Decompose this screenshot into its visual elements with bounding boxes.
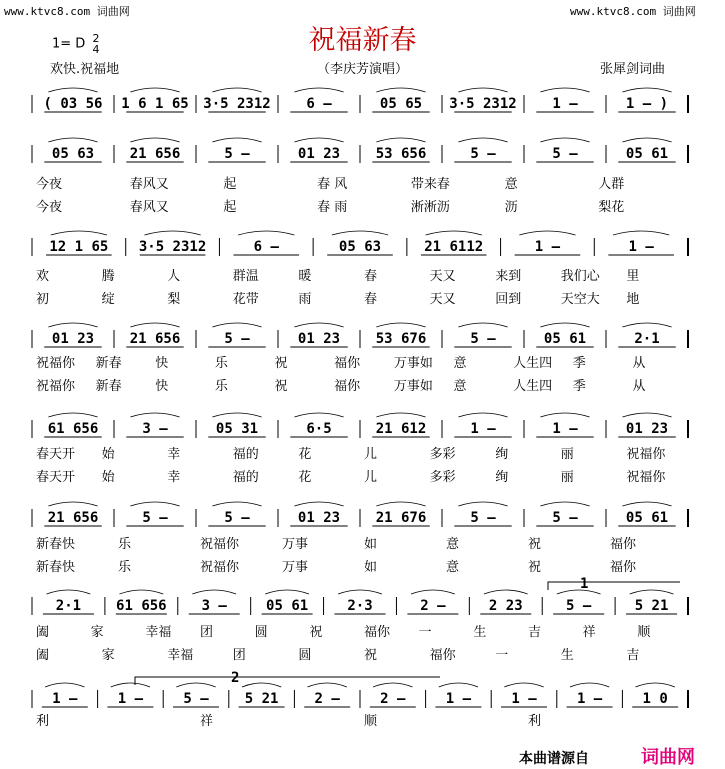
lyric-word: 幸福 xyxy=(145,625,172,640)
slur xyxy=(411,590,455,594)
measure-notes: 2·3 xyxy=(347,598,373,614)
measure-notes: 1 – xyxy=(552,96,578,112)
lyric-word: 回到 xyxy=(495,292,522,307)
lyric-word: 从 xyxy=(632,356,646,371)
lyric-word: 花带 xyxy=(232,292,259,307)
ending-label-2: 2 xyxy=(231,670,240,686)
slur xyxy=(294,502,343,506)
lyric-word: 祝福你 xyxy=(200,560,240,575)
measure-notes: 21 676 xyxy=(375,510,427,526)
slur xyxy=(130,413,179,417)
slur xyxy=(540,88,589,92)
measure-notes: 1 – xyxy=(576,691,603,707)
lyric-word: 乐 xyxy=(118,560,132,575)
measure-notes: 5 – xyxy=(142,510,168,526)
lyric-word: 意 xyxy=(504,177,518,192)
measure-notes: 21 612 xyxy=(375,421,427,437)
measure-notes: 5 – xyxy=(224,146,250,162)
measure-notes: 21 656 xyxy=(129,146,181,162)
lyric-word: 花 xyxy=(298,470,312,485)
lyric-word: 圆 xyxy=(298,648,312,663)
slur xyxy=(212,413,261,417)
lyric-word: 祝福你 xyxy=(200,537,240,552)
lyric-word: 顺 xyxy=(637,625,651,640)
lyric-word: 起 xyxy=(223,177,237,192)
measure-notes: 1 6 1 65 xyxy=(121,96,189,112)
measure-notes: 53 656 xyxy=(375,146,427,162)
measure-notes: 5 21 xyxy=(244,691,279,707)
measure-notes: 1 – xyxy=(534,239,561,255)
lyric-word: 人生四 xyxy=(513,356,553,371)
measure-notes: 53 676 xyxy=(375,331,427,347)
measure-notes: 5 21 xyxy=(634,598,669,614)
slur xyxy=(144,231,200,235)
measure-notes: 61 656 xyxy=(116,598,167,614)
measure-notes: 5 – xyxy=(552,146,578,162)
lyric-word: 春 xyxy=(364,292,378,307)
lyric-word: 阖 xyxy=(36,648,50,663)
measure-notes: 5 – xyxy=(470,331,496,347)
slur xyxy=(613,231,669,235)
lyric-word: 始 xyxy=(101,447,115,462)
lyric-word: 万事如 xyxy=(393,356,433,371)
measure-notes: 5 – xyxy=(183,691,209,707)
measure-notes: 2·1 xyxy=(55,598,82,614)
slur xyxy=(308,683,347,687)
lyric-word: 从 xyxy=(632,379,646,394)
slur xyxy=(376,502,425,506)
measure-notes: 1 – xyxy=(117,691,144,707)
song-title: 祝福新春 xyxy=(308,25,417,56)
lyric-word: 福的 xyxy=(232,470,259,485)
footer-logo: 词曲网 xyxy=(641,747,695,768)
time-signature-bottom: 4 xyxy=(92,43,100,56)
lyric-word: 顺 xyxy=(364,714,378,729)
lyric-word: 淅淅沥 xyxy=(410,200,450,215)
lyric-word: 人群 xyxy=(598,177,625,192)
lyric-word: 祥 xyxy=(582,625,596,640)
lyric-word: 起 xyxy=(223,200,237,215)
slur xyxy=(51,231,107,235)
lyric-word: 丽 xyxy=(560,470,574,485)
lyric-word: 家 xyxy=(101,648,115,663)
lyric-word: 春 风 xyxy=(317,177,348,192)
slur xyxy=(504,683,543,687)
lyric-word: 沥 xyxy=(504,200,518,215)
lyric-word: 乐 xyxy=(214,356,228,371)
watermark-left: www.ktvc8.com 词曲网 xyxy=(4,5,130,18)
slur xyxy=(622,323,671,327)
lyric-word: 吉 xyxy=(626,648,640,663)
lyric-word: 新春快 xyxy=(36,560,76,575)
measure-notes: 2 – xyxy=(314,691,340,707)
key-label: 1= D xyxy=(52,36,86,52)
lyric-word: 新春 xyxy=(95,356,122,371)
measure-notes: 2 23 xyxy=(488,598,523,614)
slur xyxy=(439,683,478,687)
ending-bracket-1 xyxy=(548,582,680,590)
slur xyxy=(294,88,343,92)
measure-notes: 21 6112 xyxy=(424,239,484,255)
lyric-word: 团 xyxy=(232,648,246,663)
footer-source: 本曲谱源自 xyxy=(519,751,589,767)
measure-notes: 1 – xyxy=(470,421,496,437)
measure-notes: 1 0 xyxy=(642,691,668,707)
slur xyxy=(540,323,589,327)
slur xyxy=(458,502,507,506)
measure-notes: 6 – xyxy=(306,96,332,112)
lyric-word: 今夜 xyxy=(36,177,63,192)
slur xyxy=(458,138,507,142)
measure-notes: 05 61 xyxy=(625,510,669,526)
lyric-word: 祝 xyxy=(528,537,542,552)
lyric-word: 今夜 xyxy=(36,200,63,215)
lyric-word: 腾 xyxy=(101,269,115,284)
slur xyxy=(47,590,91,594)
slur xyxy=(48,138,97,142)
slur xyxy=(294,413,343,417)
lyric-word: 意 xyxy=(446,560,460,575)
slur xyxy=(212,502,261,506)
lyric-word: 幸 xyxy=(167,470,181,485)
measure-notes: 6 – xyxy=(253,239,279,255)
lyric-word: 绚 xyxy=(495,447,509,462)
lyric-word: 乐 xyxy=(214,379,228,394)
slur xyxy=(130,138,179,142)
measure-notes: 3·5 2312 xyxy=(449,96,517,112)
lyric-word: 祝 xyxy=(274,356,288,371)
lyric-word: 祝 xyxy=(274,379,288,394)
slur xyxy=(458,413,507,417)
lyric-word: 多彩 xyxy=(429,447,456,462)
measure-notes: 2 – xyxy=(420,598,446,614)
lyric-word: 梨花 xyxy=(598,200,625,215)
slur xyxy=(338,590,382,594)
measure-notes: 05 61 xyxy=(543,331,587,347)
lyric-word: 春 雨 xyxy=(317,200,348,215)
measure-notes: 3 – xyxy=(142,421,168,437)
slur xyxy=(622,138,671,142)
measure-notes: 6·5 xyxy=(306,421,332,437)
slur xyxy=(540,502,589,506)
slur xyxy=(265,590,309,594)
lyric-word: 天又 xyxy=(429,269,456,284)
slur xyxy=(294,138,343,142)
lyric-word: 春天开 xyxy=(36,447,76,462)
slur xyxy=(376,138,425,142)
lyric-word: 生 xyxy=(560,648,574,663)
lyric-word: 多彩 xyxy=(429,470,456,485)
measure-notes: 01 23 xyxy=(297,510,341,526)
lyric-word: 吉 xyxy=(528,625,542,640)
measure-notes: 3 – xyxy=(201,598,227,614)
lyric-word: 福你 xyxy=(610,537,637,552)
lyric-word: 地 xyxy=(626,292,640,307)
measure-notes: 5 – xyxy=(566,598,592,614)
slur xyxy=(130,88,179,92)
lyric-word: 春风又 xyxy=(129,177,169,192)
lyric-word: 圆 xyxy=(254,625,268,640)
lyric-word: 初 xyxy=(36,292,50,307)
lyric-word: 利 xyxy=(36,714,50,729)
lyric-word: 花 xyxy=(298,447,312,462)
measure-notes: 05 63 xyxy=(338,239,382,255)
slur xyxy=(636,683,675,687)
slur xyxy=(48,413,97,417)
slur xyxy=(630,590,674,594)
lyric-word: 带来春 xyxy=(410,177,450,192)
lyric-word: 春 xyxy=(364,269,378,284)
measure-notes: 05 31 xyxy=(215,421,259,437)
lyric-word: 天又 xyxy=(429,292,456,307)
slur xyxy=(622,413,671,417)
lyric-word: 乐 xyxy=(118,537,132,552)
slur xyxy=(130,502,179,506)
lyric-word: 万事如 xyxy=(393,379,433,394)
slur xyxy=(622,502,671,506)
measure-notes: 2·1 xyxy=(634,331,660,347)
measure-notes: 01 23 xyxy=(297,331,341,347)
lyric-word: 绚 xyxy=(495,470,509,485)
performer: （李庆芳演唱） xyxy=(316,62,408,77)
measure-notes: 05 61 xyxy=(266,598,309,614)
measure-notes: 3·5 2312 xyxy=(203,96,271,112)
slur xyxy=(332,231,388,235)
slur xyxy=(212,138,261,142)
lyric-word: 意 xyxy=(453,356,467,371)
lyric-word: 如 xyxy=(364,560,378,575)
measure-notes: ( 03 56 xyxy=(43,96,103,112)
ending-label-1: 1 xyxy=(580,576,589,592)
lyric-word: 梨 xyxy=(167,292,181,307)
lyric-word: 暖 xyxy=(298,269,312,284)
lyric-word: 意 xyxy=(446,537,460,552)
measure-notes: 01 23 xyxy=(297,146,341,162)
lyric-word: 儿 xyxy=(364,470,378,485)
lyric-word: 人生四 xyxy=(513,379,553,394)
measure-notes: 3·5 2312 xyxy=(138,239,207,255)
slur xyxy=(373,683,412,687)
lyric-word: 幸 xyxy=(167,447,181,462)
lyric-word: 春天开 xyxy=(36,470,76,485)
lyric-word: 幸福 xyxy=(167,648,194,663)
measure-notes: 5 – xyxy=(470,146,496,162)
slur xyxy=(622,88,671,92)
lyric-word: 祝福你 xyxy=(626,447,666,462)
measure-notes: 2 – xyxy=(380,691,406,707)
slur xyxy=(484,590,528,594)
time-signature-top: 2 xyxy=(92,32,100,45)
slur xyxy=(540,413,589,417)
lyric-word: 一 xyxy=(418,625,432,640)
measure-notes: 01 23 xyxy=(625,421,669,437)
lyric-word: 新春 xyxy=(95,379,122,394)
slur xyxy=(570,683,609,687)
slur xyxy=(119,590,163,594)
lyric-word: 儿 xyxy=(364,447,378,462)
measure-notes: 1 – xyxy=(511,691,537,707)
lyric-word: 福你 xyxy=(364,625,391,640)
lyric-word: 欢 xyxy=(36,269,50,284)
lyric-word: 季 xyxy=(572,379,586,394)
measure-notes: 1 – ) xyxy=(625,96,669,112)
lyric-word: 万事 xyxy=(282,560,309,575)
lyric-word: 如 xyxy=(364,537,378,552)
measure-notes: 5 – xyxy=(470,510,496,526)
lyric-word: 福你 xyxy=(610,560,637,575)
lyric-word: 祝福你 xyxy=(36,379,76,394)
slur xyxy=(376,413,425,417)
slur xyxy=(376,323,425,327)
slur xyxy=(242,683,281,687)
lyric-word: 绽 xyxy=(101,292,115,307)
lyric-word: 祥 xyxy=(200,714,214,729)
lyric-word: 福的 xyxy=(232,447,259,462)
measure-notes: 01 23 xyxy=(51,331,95,347)
slur xyxy=(192,590,236,594)
lyric-word: 来到 xyxy=(495,269,522,284)
measure-notes: 1 – xyxy=(52,691,78,707)
lyric-word: 生 xyxy=(473,625,487,640)
measure-notes: 21 656 xyxy=(47,510,99,526)
slur xyxy=(426,231,482,235)
slur xyxy=(212,323,261,327)
lyric-word: 福你 xyxy=(334,379,361,394)
lyric-word: 春风又 xyxy=(129,200,169,215)
measure-notes: 05 63 xyxy=(51,146,95,162)
slur xyxy=(176,683,215,687)
lyric-word: 雨 xyxy=(298,292,312,307)
slur xyxy=(458,88,507,92)
lyric-word: 意 xyxy=(453,379,467,394)
measure-notes: 5 – xyxy=(224,331,250,347)
tempo-mood: 欢快.祝福地 xyxy=(50,62,120,77)
slur xyxy=(376,88,425,92)
lyric-word: 福你 xyxy=(429,648,456,663)
measure-notes: 5 – xyxy=(224,510,250,526)
ending-bracket-2 xyxy=(135,677,440,685)
slur xyxy=(557,590,601,594)
lyric-word: 丽 xyxy=(560,447,574,462)
slur xyxy=(294,323,343,327)
lyric-word: 祝 xyxy=(309,625,323,640)
lyric-word: 快 xyxy=(155,356,169,371)
lyric-word: 快 xyxy=(155,379,169,394)
measure-notes: 5 – xyxy=(552,510,578,526)
slur xyxy=(48,88,97,92)
lyric-word: 天空大 xyxy=(560,292,600,307)
slur xyxy=(458,323,507,327)
lyric-word: 祝福你 xyxy=(626,470,666,485)
slur xyxy=(48,323,97,327)
lyric-word: 阖 xyxy=(36,625,50,640)
slur xyxy=(111,683,150,687)
slur xyxy=(212,88,261,92)
slur xyxy=(48,502,97,506)
lyric-word: 一 xyxy=(495,648,509,663)
lyric-word: 群温 xyxy=(232,269,259,284)
measure-notes: 61 656 xyxy=(47,421,99,437)
measure-notes: 05 65 xyxy=(379,96,423,112)
composer-credit: 张犀剑词曲 xyxy=(600,62,666,77)
measure-notes: 1 – xyxy=(628,239,654,255)
lyric-word: 始 xyxy=(101,470,115,485)
lyric-word: 季 xyxy=(572,356,586,371)
lyric-word: 祝福你 xyxy=(36,356,76,371)
lyric-word: 里 xyxy=(626,269,640,284)
slur xyxy=(130,323,179,327)
slur xyxy=(45,683,84,687)
lyric-word: 祝 xyxy=(528,560,542,575)
lyric-word: 祝 xyxy=(364,648,378,663)
slur xyxy=(540,138,589,142)
lyric-word: 人 xyxy=(167,269,181,284)
lyric-word: 利 xyxy=(528,714,542,729)
measure-notes: 1 – xyxy=(445,691,472,707)
lyric-word: 家 xyxy=(90,625,104,640)
lyric-word: 团 xyxy=(200,625,214,640)
measure-notes: 12 1 65 xyxy=(49,239,109,255)
measure-notes: 21 656 xyxy=(129,331,181,347)
measure-notes: 05 61 xyxy=(625,146,669,162)
slur xyxy=(238,231,294,235)
lyric-word: 我们心 xyxy=(560,269,600,284)
lyric-word: 新春快 xyxy=(36,537,76,552)
lyric-word: 福你 xyxy=(334,356,361,371)
lyric-word: 万事 xyxy=(282,537,309,552)
slur xyxy=(519,231,575,235)
watermark-right: www.ktvc8.com 词曲网 xyxy=(570,5,696,18)
measure-notes: 1 – xyxy=(552,421,578,437)
